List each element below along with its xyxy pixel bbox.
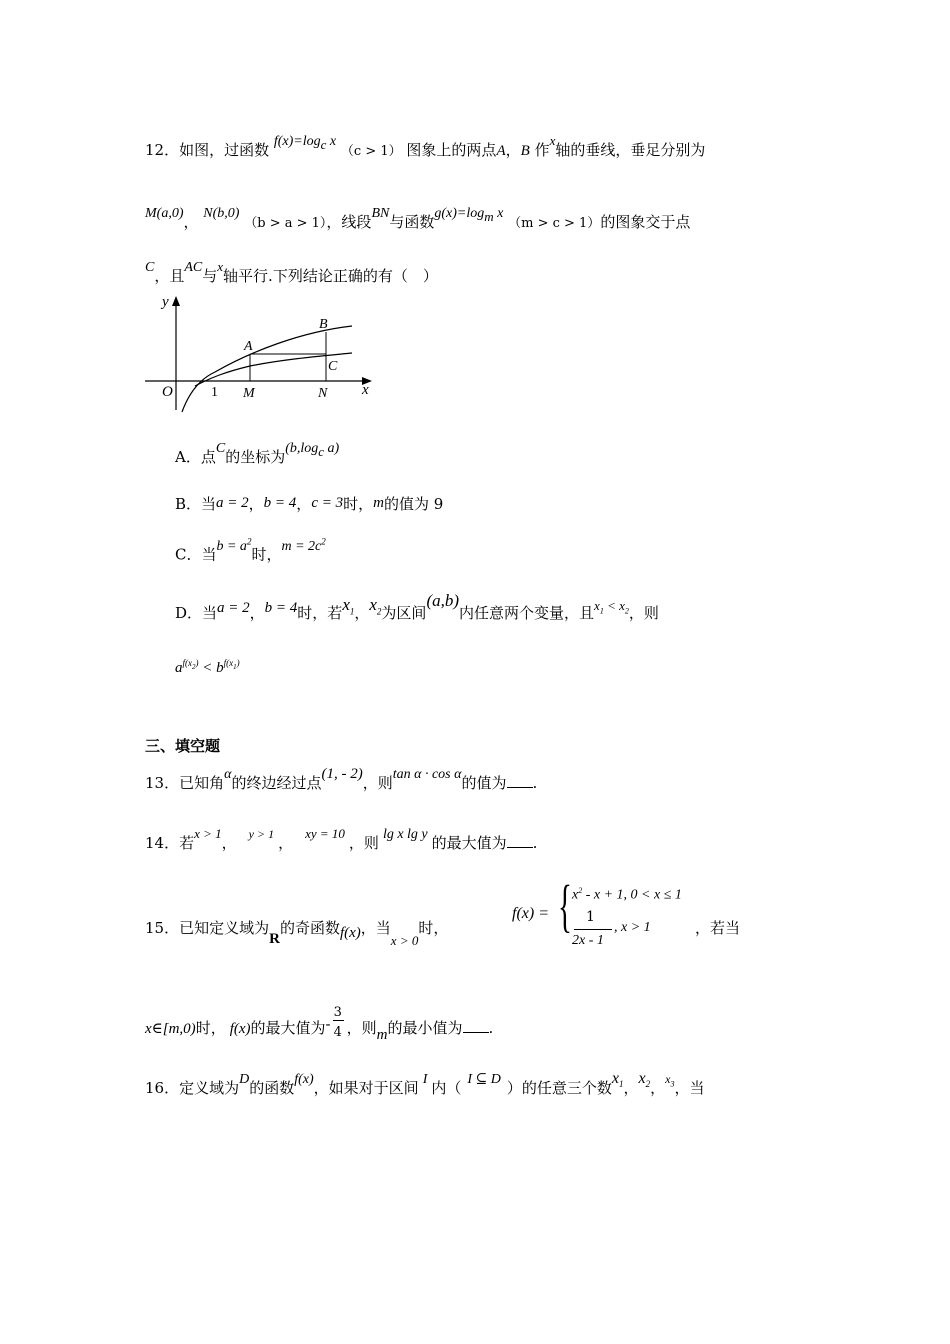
label-1: 1	[211, 385, 218, 400]
q12-option-d-result	[175, 653, 240, 678]
q16-fx: f(x)	[294, 1072, 314, 1087]
point-C: C	[215, 441, 226, 456]
point-C: C	[145, 260, 155, 275]
label-N: N	[318, 386, 328, 401]
q15-text: 时，	[195, 1019, 226, 1037]
q14-number: 14．若	[145, 834, 195, 852]
q13	[145, 766, 538, 795]
option-a-coord: ($b,\log_c$ a)	[285, 441, 340, 459]
q12-text: 的图象交于点	[600, 213, 691, 231]
q15-interval: x∈[m,0)	[145, 1021, 196, 1037]
q12-option-b	[175, 494, 443, 515]
q12-option-c	[175, 536, 326, 567]
q15-fx: f(x)	[339, 925, 361, 941]
q13-expression: tan α · cos α	[392, 767, 462, 782]
var-m: m	[376, 1027, 388, 1043]
var-x2: $x_2$	[638, 1070, 651, 1090]
q12-text: 作	[534, 141, 550, 159]
comma: ，	[221, 834, 237, 852]
option-text: 时，若	[297, 604, 343, 622]
q12-text: ，线段	[326, 213, 372, 231]
var-x3: x3	[665, 1072, 675, 1089]
label-B: B	[319, 317, 328, 332]
comma: ，	[278, 834, 294, 852]
fraction-3-4: $\frac{3}{4}$	[333, 1005, 342, 1040]
point-N: N(b,0)	[203, 206, 240, 221]
q15-piecewise-lhs: f(x) =	[512, 905, 549, 922]
q15-case1: $x^2 - x + 1$, 0 < x ≤ 1	[572, 886, 682, 903]
q16-text: 的函数	[249, 1079, 295, 1097]
q15	[145, 918, 449, 948]
q13-text: 的终边经过点	[231, 774, 322, 792]
option-b-label: B．当	[175, 495, 217, 513]
q12-function-f: $f(x)=\log_c$ x	[273, 134, 337, 152]
q13-number: 13．已知角	[145, 774, 225, 792]
q12-graph	[140, 290, 380, 420]
comma: ，	[650, 1079, 666, 1097]
option-d-label: D．当	[175, 604, 218, 622]
section-title: 三、填空题	[145, 737, 221, 755]
q13-answer-blank[interactable]	[507, 773, 533, 788]
option-text: 的坐标为	[225, 448, 286, 466]
q14-answer-blank[interactable]	[507, 833, 533, 848]
q15-text: 的最小值为	[387, 1019, 463, 1037]
interval-ab: (a,b)	[426, 591, 460, 610]
var-x1: $x_1$	[611, 1070, 624, 1090]
q16-subset: I ⊆ D	[467, 1072, 501, 1087]
var-m: m	[373, 495, 384, 511]
q16	[145, 1070, 705, 1104]
comma: ，	[249, 604, 265, 622]
period: .	[532, 834, 538, 852]
q15-answer-blank[interactable]	[463, 1018, 489, 1033]
q15-case2-cond: , x > 1	[614, 920, 651, 935]
q15-text: ，若当	[695, 919, 741, 937]
q12-line1	[145, 133, 706, 165]
q12-condition-mc: （m > c > 1）	[508, 216, 601, 231]
q15-text: 的最大值为	[250, 1019, 326, 1037]
label-x: x	[362, 382, 369, 398]
q16-text: 内（	[431, 1079, 462, 1097]
value-c: c = 3	[311, 495, 344, 511]
var-I: I	[422, 1072, 428, 1087]
q12-text: 轴平行.下列结论正确的有（ ）	[223, 267, 438, 285]
q12-function-g: $g(x)=\log_m$ x	[434, 206, 504, 224]
label-O: O	[162, 384, 173, 400]
var-x2: $x_2$	[369, 595, 382, 617]
q12-condition-c: （c > 1）	[340, 144, 402, 159]
q15-case2-numerator: 1	[586, 909, 595, 925]
label-A: A	[244, 339, 253, 354]
q12-number: 12．如图，过函数	[145, 141, 270, 159]
q15-case2-denominator: 2x - 1	[572, 933, 604, 948]
q15-number: 15．已知定义域为	[145, 919, 270, 937]
q16-text: ）的任意三个数	[506, 1079, 612, 1097]
segment-AC: AC	[184, 260, 203, 275]
period: .	[532, 774, 538, 792]
value-b: b = 4	[263, 495, 297, 511]
q13-text: ，则	[362, 774, 393, 792]
label-y: y	[162, 294, 169, 310]
comma: ，	[354, 604, 370, 622]
comma: ，	[505, 141, 521, 159]
option-text: 的值为 9	[383, 495, 444, 513]
option-text: ，则	[628, 604, 659, 622]
q15-cond: x > 0	[390, 933, 419, 948]
q15-text: 的奇函数	[279, 919, 340, 937]
value-b: b = 4	[264, 600, 298, 616]
q14-expression: lg x lg y	[382, 827, 428, 842]
option-a-label: A．点	[175, 448, 216, 466]
q14	[145, 826, 538, 855]
comma: ，	[623, 1079, 639, 1097]
piecewise-brace: {	[558, 873, 572, 938]
set-R: R	[269, 931, 280, 947]
minus-sign: -	[325, 1015, 331, 1033]
var-alpha: α	[224, 767, 232, 782]
q14-cond-y: y > 1	[248, 827, 275, 841]
y-axis-arrow-icon	[172, 296, 180, 306]
option-c-result: $m = 2c^2$	[281, 536, 326, 554]
q14-text: 的最大值为	[431, 834, 507, 852]
q16-number: 16．定义域为	[145, 1079, 240, 1097]
var-D: D	[239, 1072, 250, 1087]
var-x1: $x_1$	[342, 595, 355, 617]
q12-condition-ba: （b > a > 1）	[244, 216, 327, 231]
option-text: 时，	[343, 495, 374, 513]
q12-text: 图象上的两点	[406, 141, 497, 159]
q15-text: ，则	[346, 1019, 377, 1037]
option-c-label: C．当	[175, 545, 217, 564]
q16-text: ，如果对于区间	[313, 1079, 419, 1097]
ineq-x1-x2: $x_1 < x_2$	[594, 598, 629, 616]
comma: ，	[296, 495, 312, 513]
q12-text: 与函数	[389, 213, 435, 231]
label-C: C	[328, 359, 338, 374]
option-text: 内任意两个变量，且	[459, 604, 595, 622]
value-a: a = 2	[216, 495, 249, 511]
q12-text: ，且	[154, 267, 185, 285]
point-A: A	[496, 143, 506, 159]
q12-text: 轴的垂线，垂足分别为	[555, 141, 706, 159]
q12-option-a	[175, 441, 340, 472]
q14-text: ，则	[348, 834, 379, 852]
q12-line3	[145, 259, 438, 288]
option-text: 为区间	[381, 604, 427, 622]
fraction-bar	[574, 929, 612, 930]
q12-text: 与	[202, 267, 218, 285]
q15-fx: f(x)	[229, 1021, 251, 1037]
label-M: M	[243, 386, 255, 401]
q16-text: ，当	[674, 1079, 705, 1097]
var-x: x	[549, 133, 556, 148]
point-B: B	[520, 143, 530, 159]
option-text: 时，	[251, 545, 282, 564]
q15-text: 时，	[418, 919, 449, 937]
q15-line2	[145, 1005, 494, 1043]
point-M: M(a,0)	[145, 206, 184, 221]
comma: ，	[248, 495, 264, 513]
option-d-inequality: $a^{f(x_2)} < b^{f(x_1)}$	[175, 658, 240, 676]
period: .	[488, 1019, 494, 1037]
q12-line2	[145, 206, 691, 237]
q13-text: 的值为	[461, 774, 507, 792]
q12-option-d	[175, 591, 659, 630]
comma: ，	[183, 213, 199, 231]
q13-point: (1, - 2)	[321, 766, 363, 782]
q14-cond-xy: xy = 10	[305, 826, 345, 841]
var-x: x	[217, 259, 224, 274]
q15-text: ，当	[360, 919, 391, 937]
q14-cond-x: x > 1	[194, 826, 222, 841]
value-a: a = 2	[217, 600, 250, 616]
segment-BN: BN	[371, 206, 390, 221]
option-c-cond: $b = a^2$	[216, 536, 252, 554]
